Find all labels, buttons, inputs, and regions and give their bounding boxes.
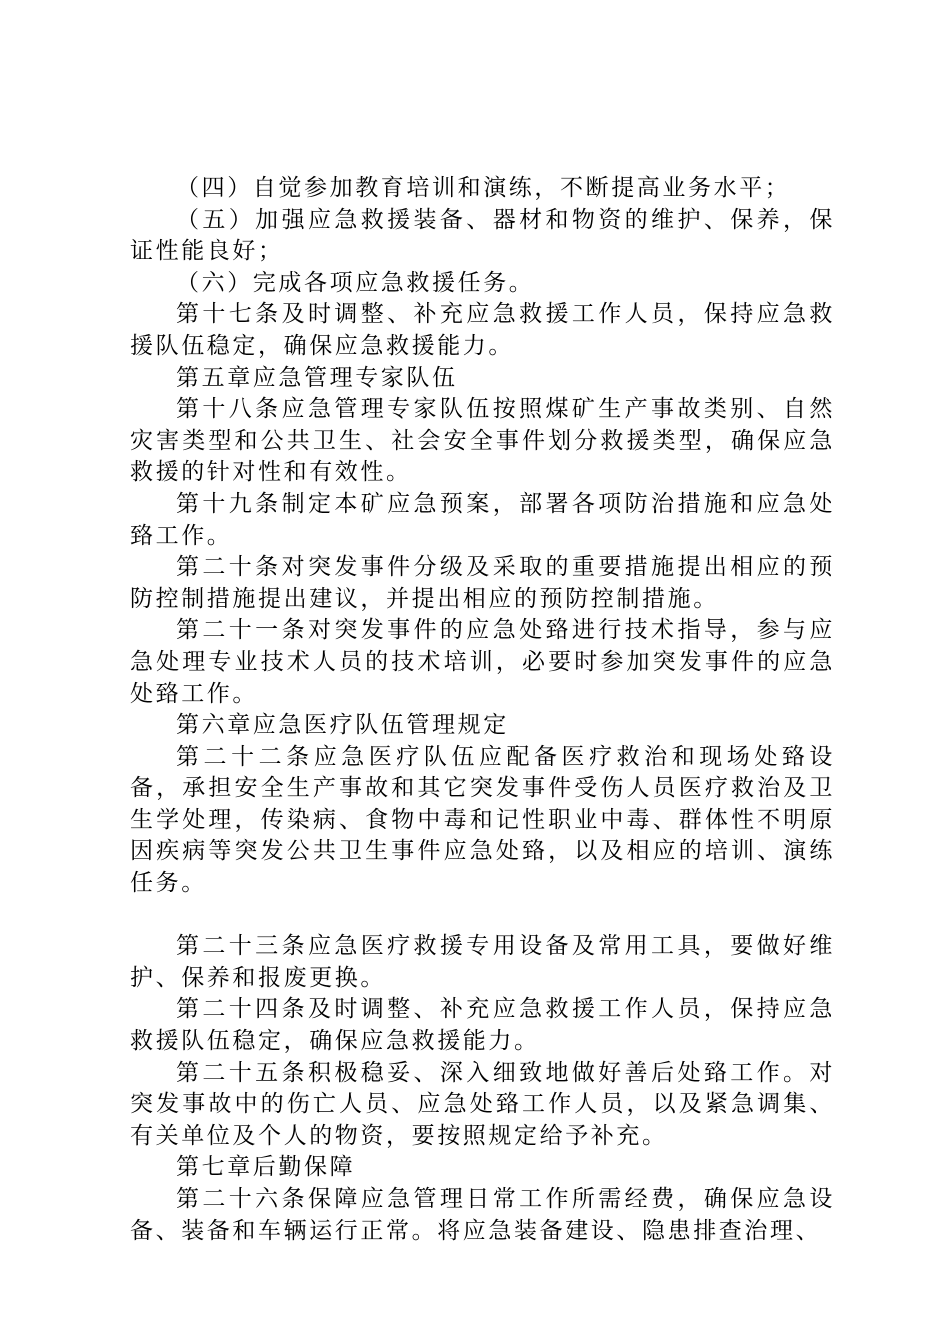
chapter-heading-5: 第五章应急管理专家队伍 xyxy=(176,364,458,391)
document-body xyxy=(130,173,835,1247)
paragraph-article-22: 第二十二条应急医疗队伍应配备医疗救治和现场处臵设备，承担安全生产事故和其它突发事件受伤人员医疗救治及卫生学处理，传染病、食物中毒和记性职业中毒、群体性不明原因疾病等突发公共卫生事件应急处臵，以及相应的培训、演练任务。 xyxy=(130,743,835,897)
paragraph-duty-6: （六）完成各项应急救援任务。 xyxy=(176,269,535,296)
chapter-heading-6: 第六章应急医疗队伍管理规定 xyxy=(176,712,509,739)
paragraph-article-19: 第十九条制定本矿应急预案，部署各项防治措施和应急处臵工作。 xyxy=(130,490,835,549)
paragraph-article-26: 第二十六条保障应急管理日常工作所需经费，确保应急设备、装备和车辆运行正常。将应急装备建设、隐患排查治理、 xyxy=(130,1186,835,1244)
paragraph-article-24: 第二十四条及时调整、补充应急救援工作人员，保持应急救援队伍稳定，确保应急救援能力。 xyxy=(130,996,835,1055)
paragraph-article-18: 第十八条应急管理专家队伍按照煤矿生产事故类别、自然灾害类型和公共卫生、社会安全事件划分救援类型，确保应急救援的针对性和有效性。 xyxy=(130,396,835,486)
paragraph-duty-4: （四）自觉参加教育培训和演练，不断提高业务水平； xyxy=(176,175,791,201)
paragraph-article-23: 第二十三条应急医疗救援专用设备及常用工具，要做好维护、保养和报废更换。 xyxy=(130,933,835,991)
chapter-heading-7: 第七章后勤保障 xyxy=(176,1154,356,1181)
paragraph-duty-5: （五）加强应急救援装备、器材和物资的维护、保养，保证性能良好； xyxy=(130,206,835,265)
paragraph-article-25: 第二十五条积极稳妥、深入细致地做好善后处臵工作。对突发事故中的伤亡人员、应急处臵工作人员，以及紧急调集、有关单位及个人的物资，要按照规定给予补充。 xyxy=(130,1059,835,1149)
paragraph-article-17: 第十七条及时调整、补充应急救援工作人员，保持应急救援队伍稳定，确保应急救援能力。 xyxy=(130,301,835,359)
paragraph-article-21: 第二十一条对突发事件的应急处臵进行技术指导，参与应急处理专业技术人员的技术培训，必要时参加突发事件的应急处臵工作。 xyxy=(130,617,835,707)
paragraph-article-20: 第二十条对突发事件分级及采取的重要措施提出相应的预防控制措施提出建议，并提出相应的预防控制措施。 xyxy=(130,554,835,612)
